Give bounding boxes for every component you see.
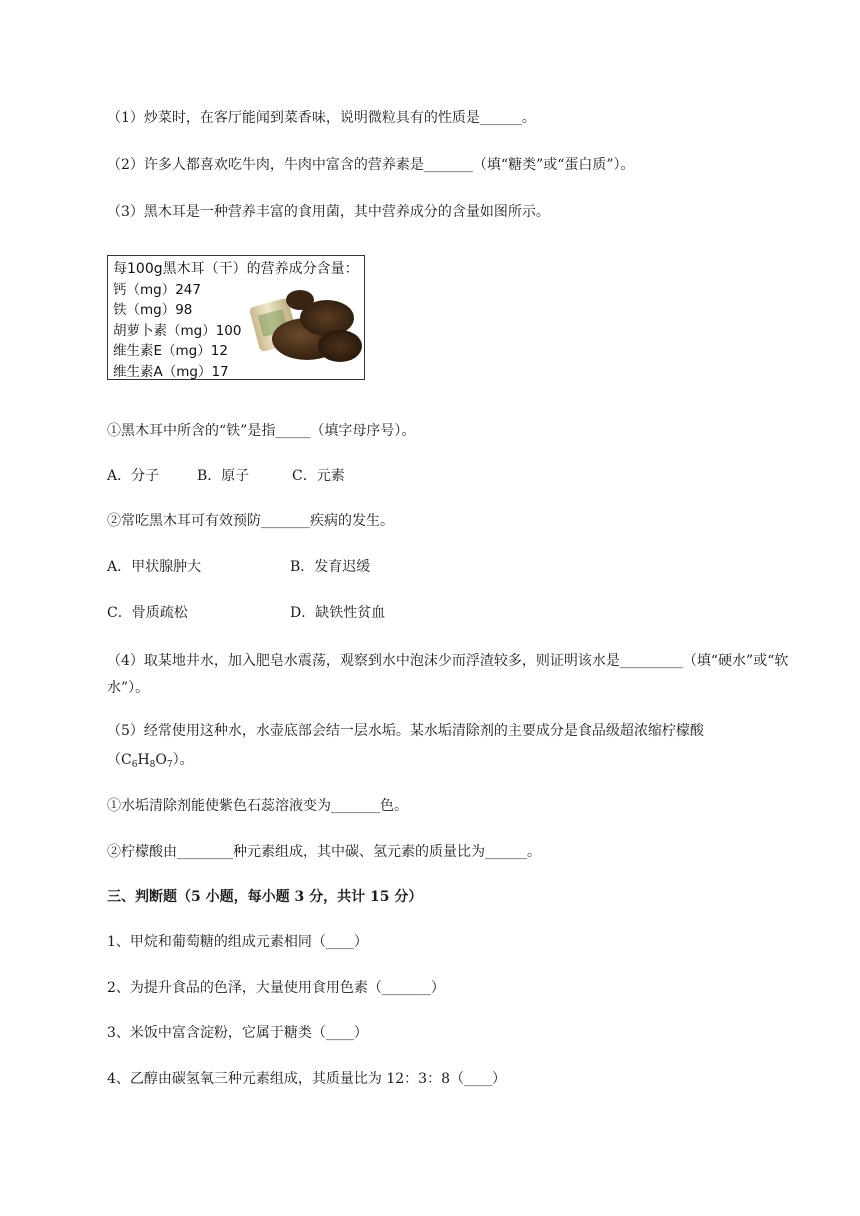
q3-2-option-d: D．缺铁性贫血: [290, 605, 386, 621]
nutrition-row: 胡萝卜素（mg）100: [113, 322, 242, 339]
judge-item-3: 3、米饭中富含淀粉，它属于糖类（____）: [107, 1025, 368, 1041]
q3-2-option-b: B．发育迟缓: [290, 559, 371, 575]
question-3: （3）黑木耳是一种营养丰富的食用菌，其中营养成分的含量如图所示。: [107, 204, 550, 220]
q3-2-option-c: C．骨质疏松: [107, 605, 188, 621]
question-5-1: ①水垢清除剂能使紫色石蕊溶液变为_______色。: [107, 798, 408, 814]
question-1: （1）炒菜时，在客厅能闻到菜香味，说明微粒具有的性质是______。: [107, 110, 536, 126]
q3-2-option-a: A．甲状腺肿大: [107, 559, 202, 575]
nutrition-row: 维生素A（mg）17: [113, 363, 229, 380]
question-2: （2）许多人都喜欢吃牛肉，牛肉中富含的营养素是_______（填“糖类”或“蛋白质”）。: [107, 157, 635, 173]
judge-item-4: 4、乙醇由碳氢氧三种元素组成，其质量比为 12：3：8（____）: [107, 1071, 506, 1087]
question-5: （5）经常使用这种水，水壶底部会结一层水垢。某水垢清除剂的主要成分是食品级超浓缩柠檬酸: [107, 723, 704, 739]
formula-open: （: [107, 752, 121, 768]
fungus-pile: [286, 290, 314, 310]
q3-1-option-c: C．元素: [292, 468, 345, 484]
fungus-pile: [318, 330, 362, 362]
formula-h: H: [137, 752, 150, 768]
q3-1-option-b: B．原子: [197, 468, 250, 484]
formula-o: O: [155, 752, 167, 768]
formula-c: C: [121, 752, 132, 768]
judge-item-1: 1、甲烷和葡萄糖的组成元素相同（____）: [107, 934, 368, 950]
question-4: （4）取某地井水，加入肥皂水震荡，观察到水中泡沫少而浮渣较多，则证明该水是_________（填“硬水”或“软水”）。: [107, 653, 789, 696]
formula-close: ）。: [172, 752, 194, 768]
nutrition-row: 钙（mg）247: [113, 281, 201, 298]
judge-item-2: 2、为提升食品的色泽，大量使用食用色素（_______）: [107, 980, 445, 996]
question-3-1: ①黑木耳中所含的“铁”是指_____（填字母序号）。: [107, 423, 416, 439]
q3-1-option-a: A．分子: [107, 468, 160, 484]
nutrition-row: 铁（mg）98: [113, 302, 193, 318]
formula-o-count: 7: [166, 760, 173, 770]
nutrition-row: 维生素E（mg）12: [113, 343, 228, 359]
section-3-heading: 三、判断题（5 小题，每小题 3 分，共计 15 分）: [107, 889, 423, 905]
question-5-2: ②柠檬酸由________种元素组成，其中碳、氢元素的质量比为______。: [107, 844, 541, 860]
formula-h-count: 8: [149, 760, 156, 770]
formula-c-count: 6: [131, 760, 138, 770]
question-3-2: ②常吃黑木耳可有效预防_______疾病的发生。: [107, 513, 394, 529]
nutrition-title: 每100g黑木耳（干）的营养成分含量：: [113, 261, 359, 277]
citric-acid-formula: [107, 750, 194, 775]
